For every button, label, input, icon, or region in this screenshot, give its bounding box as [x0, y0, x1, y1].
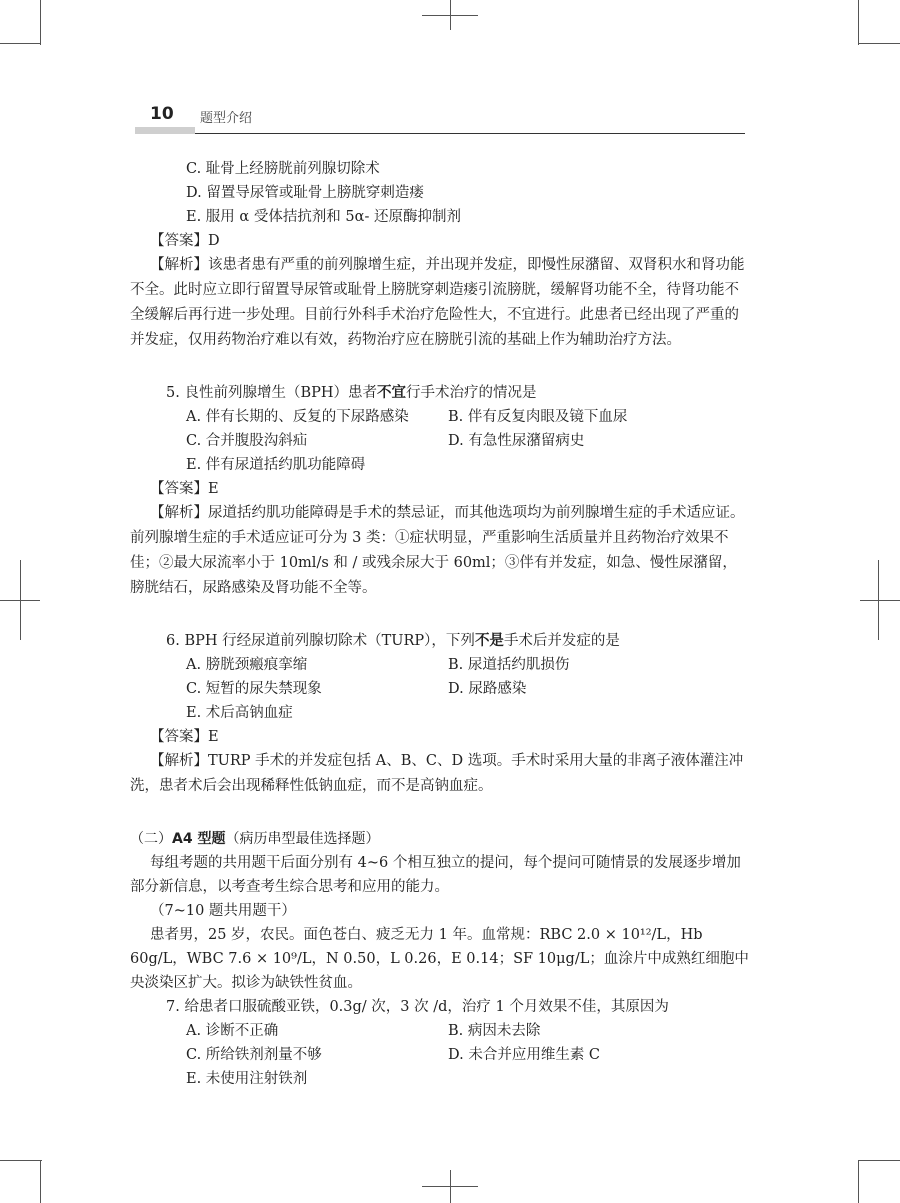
explanation: 【解析】TURP 手术的并发症包括 A、B、C、D 选项。手术时采用大量的非离子液体灌注冲洗，患者术后会出现稀释性低钠血症，而不是高钠血症。 — [130, 753, 744, 794]
question-5-options-row — [130, 405, 750, 429]
page-content — [130, 157, 750, 1091]
shared-stem-label: （7~10 题共用题干） — [150, 903, 296, 919]
answer: 【答案】E — [150, 729, 219, 745]
question-7-options-row — [130, 1019, 750, 1043]
header-rule — [195, 133, 745, 134]
question-6-options-row — [130, 677, 750, 701]
option-c: C. 合并腹股沟斜疝 — [186, 433, 308, 449]
question-7-options-row — [130, 1043, 750, 1067]
case-description: 患者男，25 岁，农民。面色苍白、疲乏无力 1 年。血常规：RBC 2.0 × 10¹²/L，Hb 60g/L，WBC 7.6 × 10⁹/L，N 0.50，L 0.26，E 0.14；SF 10μg/L；血涂片中成熟红细胞中央淡染区扩大。拟诊为缺铁性贫血。 — [130, 927, 749, 991]
option-b: B. 病因未去除 — [448, 1023, 541, 1039]
header-accent-bar — [135, 127, 195, 134]
question-7-stem: 7. 给患者口服硫酸亚铁，0.3g/ 次，3 次 /d，治疗 1 个月效果不佳，其原因为 — [166, 999, 669, 1015]
option-d: D. 有急性尿潴留病史 — [448, 433, 585, 449]
answer: 【答案】D — [150, 233, 220, 249]
option-b: B. 尿道括约肌损伤 — [448, 657, 570, 673]
section-heading: （二）A4 型题（病历串型最佳选择题） — [130, 831, 380, 847]
explanation: 【解析】尿道括约肌功能障碍是手术的禁忌证，而其他选项均为前列腺增生症的手术适应证。前列腺增生症的手术适应证可分为 3 类：①症状明显，严重影响生活质量并且药物治疗效果不佳；②最大尿流率小于 10ml/s 和 / 或残余尿大于 60ml；③伴有并发症，如急、慢性尿潴留，膀胱结石，尿路感染及肾功能不全等。 — [130, 505, 745, 596]
section-intro: 每组考题的共用题干后面分别有 4~6 个相互独立的提问，每个提问可随情景的发展逐步增加部分新信息，以考查考生综合思考和应用的能力。 — [130, 855, 741, 895]
option-e: E. 未使用注射铁剂 — [186, 1071, 308, 1087]
option-b: B. 伴有反复肉眼及镜下血尿 — [448, 409, 628, 425]
page-number: 10 — [150, 104, 174, 124]
option-d: D. 尿路感染 — [448, 681, 527, 697]
option-a: A. 诊断不正确 — [186, 1023, 279, 1039]
question-6-stem: 6. BPH 行经尿道前列腺切除术（TURP），下列不是手术后并发症的是 — [166, 633, 620, 649]
question-5-options-row — [130, 429, 750, 453]
option-c: C. 所给铁剂剂量不够 — [186, 1047, 322, 1063]
option-e: E. 伴有尿道括约肌功能障碍 — [186, 457, 366, 473]
section-title: 题型介绍 — [200, 111, 253, 126]
question-6-options-row — [130, 653, 750, 677]
option-a: A. 伴有长期的、反复的下尿路感染 — [186, 409, 409, 425]
option-d: D. 留置导尿管或耻骨上膀胱穿刺造瘘 — [186, 185, 424, 201]
question-5-stem: 5. 良性前列腺增生（BPH）患者不宜行手术治疗的情况是 — [166, 385, 537, 401]
option-a: A. 膀胱颈瘢痕挛缩 — [186, 657, 308, 673]
option-c: C. 耻骨上经膀胱前列腺切除术 — [186, 161, 380, 177]
option-d: D. 未合并应用维生素 C — [448, 1047, 601, 1063]
option-e: E. 服用 α 受体拮抗剂和 5α- 还原酶抑制剂 — [186, 209, 461, 225]
explanation: 【解析】该患者患有严重的前列腺增生症，并出现并发症，即慢性尿潴留、双肾积水和肾功能不全。此时应立即行留置导尿管或耻骨上膀胱穿刺造瘘引流膀胱，缓解肾功能不全，待肾功能不全缓解后再行进一步处理。目前行外科手术治疗危险性大，不宜进行。此患者已经出现了严重的并发症，仅用药物治疗难以有效，药物治疗应在膀胱引流的基础上作为辅助治疗方法。 — [130, 257, 745, 348]
option-c: C. 短暂的尿失禁现象 — [186, 681, 322, 697]
option-e: E. 术后高钠血症 — [186, 705, 293, 721]
answer: 【答案】E — [150, 481, 219, 497]
